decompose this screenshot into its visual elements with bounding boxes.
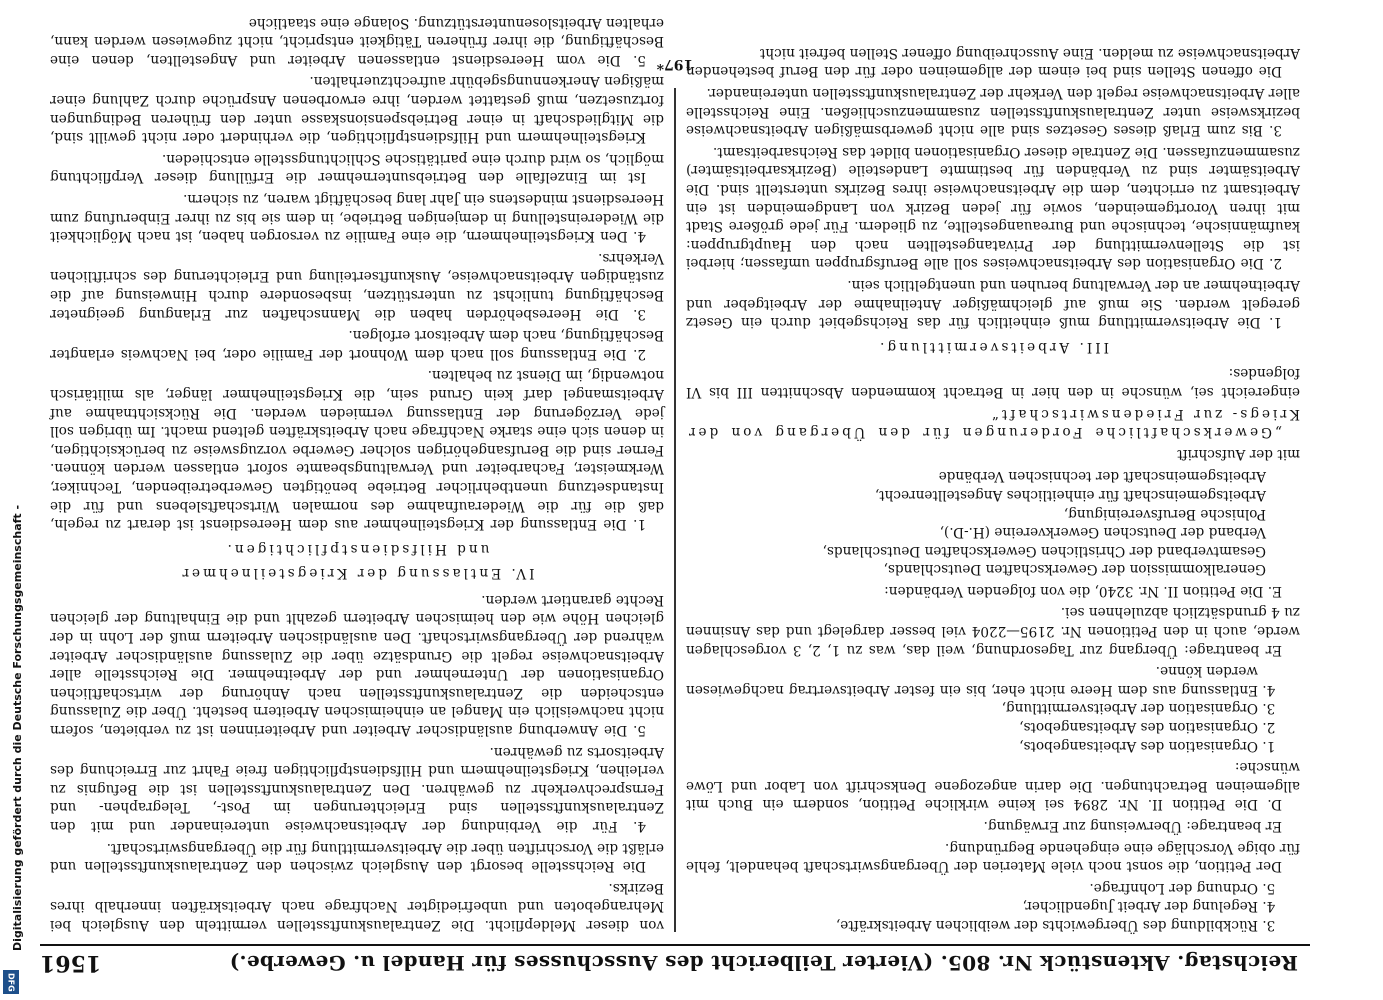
paragraph: 1. Die Entlassung der Kriegsteilnehmer aus dem Heeresdienst ist derart zu regeln, daß die für die Wiederaufnahme des normalen Wirtschaftslebens und für die Instandsetzung unentbehrlicher Betriebe benötigten Gewerbetreibenden, Techniker, Werkmeister, Facharbeiter und Verwaltungsbeamte sofort entlassen werden können. Ferner sind die Berufsangehörigen solcher Gewerbe vorzugsweise zu berücksichtigen, in denen sich eine starke Nachfrage nach Arbeitskräften geltend macht. Im übrigen soll jede Verzögerung der Entlassung vermieden werden. Die Rücksichtnahme auf Arbeitsmangel darf kein Grund sein, die Kriegsteilnehmer länger, als militärisch notwendig, im Dienst zu behalten. xyxy=(50,367,664,533)
paragraph: Die Reichsstelle besorgt den Ausgleich zwischen den Zentralauskunftsstellen und erläßt die Vorschriften über die Arbeitsvermittlung für die Übergangswirtschaft. xyxy=(50,839,664,875)
list-item: Verband der Deutschen Gewerkvereine (H.-D.), xyxy=(939,524,1266,541)
column-right xyxy=(40,14,674,940)
list-item: 3. Organisation der Arbeitsvermittlung, xyxy=(686,699,1258,718)
list-item: Arbeitsgemeinschaft der technischen Verbände xyxy=(938,468,1266,485)
dfg-logo-icon: DFG xyxy=(3,970,19,994)
paragraph: 1. Die Arbeitsvermittlung muß einheitlich für das Reichsgebiet durch ein Gesetz geregelt werden. Sie muß auf gleichmäßiger Anteilnahme der Arbeitgeber und Arbeitnehmer an der Verwaltung beruhen und unentgeltlich sein. xyxy=(686,277,1300,331)
document-page xyxy=(40,14,1310,980)
paragraph: 2. Die Organisation des Arbeitsnachweises soll alle Berufsgruppen umfassen; hierbei ist die Stellenvermittlung der Privatangestellten nach den Hauptgruppen: kaufmännische, technische und Bureauangestellte, zu gliedern. Für jede größere Stadt mit ihren Vorortgemeinden, sowie für jeden Bezirk von Landgemeinden ist ein Arbeitsamt zu errichten, dem die Arbeitsnachweise ihres Bezirks unterstellt sind. Die Arbeitsämter sind zu Verbänden für bestimmte Landesteile (Bezirksarbeitsämter) zusammenzufassen. Die Zentrale dieser Organisationen bildet das Reichsarbeitsamt. xyxy=(686,143,1300,272)
list-item: Generalkommission der Gewerkschaften Deutschlands, xyxy=(883,561,1266,578)
digitization-credit xyxy=(0,0,22,1000)
running-header xyxy=(40,944,1310,980)
column-divider xyxy=(674,88,676,932)
list-item: 1. Organisation des Arbeitsangebots, xyxy=(686,736,1258,755)
paragraph: 3. Bis zum Erlaß dieses Gesetzes sind alle nicht gewerbsmäßigen Arbeitsnachweise bezirksweise unter Zentralauskunftsstellen zusammenzuschließen. Eine Reichsstelle aller Arbeitsnachweise regelt den Verkehr der Zentralauskunftsstellen untereinander. xyxy=(686,85,1300,139)
paragraph: Kriegsteilnehmern und Hilfsdienstpflichtigen, die verhindert oder nicht gewillt sind, die Mitgliedschaft in einer Betriebspensionskasse unter den früheren Bedingungen fortzusetzen, muß gestattet werden, ihre erworbenen Ansprüche durch Zahlung einer mäßigen Anerkennungsgebühr aufrechtzuerhalten. xyxy=(50,73,664,146)
paragraph: D. Die Petition II. Nr. 2894 sei keine wirkliche Petition, sondern ein Buch mit allgemeinen Betrachtungen. Die darin angezogene Denkschrift von Labor und Löwe wünsche: xyxy=(686,759,1300,813)
paragraph: Er beantrage: Überweisung zur Erwägung. xyxy=(983,818,1282,835)
list-demands xyxy=(686,878,1300,934)
paragraph: 4. Für die Verbindung der Arbeitsnachweise untereinander und mit den Zentralauskunftsstellen sind Erleichterungen im Post-, Telegraphen- und Fernsprechverkehr zu gewähren. Den Zentralauskunftsstellen ist die Befugnis zu verleihen, Kriegsteilnehmern und Hilfsdienstpflichtigen freie Fahrt zur Erreichung des Arbeitsorts zu gewähren. xyxy=(50,743,664,835)
paragraph: Der Petition, die sonst noch viele Materien der Übergangswirtschaft behandelt, fehle für obige Vorschläge eine eingehende Begründung. xyxy=(686,839,1300,875)
paragraph: 4. Den Kriegsteilnehmern, die eine Familie zu versorgen haben, ist nach Möglichkeit die Wiedereinstellung in demjenigen Betriebe, in dem sie bis zu ihrer Einberufung zum Heeresdienst mindestens ein Jahr lang beschäftigt waren, zu sichern. xyxy=(50,191,664,245)
organization-list xyxy=(686,467,1300,579)
list-item: 3. Rückbildung des Übergewichts der weiblichen Arbeitskräfte, xyxy=(686,915,1258,934)
credit-text: Digitalisierung gefördert durch die Deutsche Forschungsgemeinschaft - xyxy=(11,504,24,951)
paragraph: Ist im Einzelfalle den Betriebsunternehmer die Erfüllung dieser Verpflichtung möglich, so wird durch eine paritätische Schlichtungsstelle entschieden. xyxy=(50,150,664,186)
list-item: Arbeitsgemeinschaft für einheitliches Angestelltenrecht, xyxy=(874,486,1266,503)
list-denkschrift xyxy=(686,662,1300,755)
paragraph: Er beantrage: Übergang zur Tagesordnung, weil das, was zu 1, 2, 3 vorgeschlagen werde, auch in den Petitionen Nr. 2195—2204 viel besser dargelegt und das Ansinnen zu 4 grundsätzlich abzulehnen sei. xyxy=(686,604,1300,658)
list-item: Polnische Berufsvereinigung, xyxy=(1063,505,1266,522)
signature-mark: 197* xyxy=(656,56,694,72)
header-title: Reichstag. Aktenstück Nr. 805. (Vierter Teilbericht des Ausschusses für Handel u. Gewerbe.) xyxy=(229,951,1298,975)
paragraph: 2. Die Entlassung soll nach dem Wohnort der Familie oder, bei Nachweis erlangter Beschäftigung, nach dem Arbeitsort erfolgen. xyxy=(50,327,664,362)
list-item: 4. Regelung der Arbeit Jugendlicher, xyxy=(686,897,1258,916)
paragraph: 3. Die Heeresbehörden haben die Mannschaften zur Erlangung geeigneter Beschäftigung tunlichst zu unterstützen, insbesondere durch Hinweisung auf die zuständigen Arbeitsnachweise, Auskunftserteilung und Erleichterung des schriftlichen Verkehrs. xyxy=(50,249,664,322)
column-left xyxy=(676,44,1310,940)
paragraph: Die offenen Stellen sind bei einem der allgemeinen oder für den Beruf bestehenden Arbeitsnachweise zu melden. Eine Ausschreibung offener Stellen befreit nicht xyxy=(686,44,1300,80)
header-page-number: 1561 xyxy=(40,950,102,976)
section-heading-iv-cont: und Hilfsdienstpflichtigen. xyxy=(224,540,490,557)
paragraph: 5. Die vom Heeresdienst entlassenen Arbeiter und Angestellten, denen eine Beschäftigung, die ihrer früheren Tätigkeit entspricht, nicht zugewiesen werden kann, erhalten Arbeitslosenunterstützung. Solange eine staatliche xyxy=(50,14,664,68)
paragraph: eingereicht sei, wünsche in den hier in Betracht kommenden Abschnitten III bis VI folgendes: xyxy=(686,365,1300,400)
paragraph: mit der Aufschrift xyxy=(1177,445,1300,462)
section-heading-iii: III. Arbeitsvermittlung. xyxy=(877,338,1109,355)
paragraph: E. Die Petition II. Nr. 3240, die von folgenden Verbänden: xyxy=(884,582,1282,599)
section-heading-iv: IV. Entlassung der Kriegsteilnehmer xyxy=(179,565,535,582)
paragraph: 5. Die Anwerbung ausländischer Arbeiter und Arbeiterinnen ist zu verbieten, sofern nicht nachweislich ein Mangel an einheimischen Arbeitern besteht. Über die Zulassung entscheiden die Zentralauskunftsstellen nach Anhörung der wirtschaftlichen Organisationen der Unternehmer und der Arbeitnehmer. Die Reichsstelle aller Arbeitsnachweise regelt die Grundsätze über die Zulassung ausländischer Arbeiter während der Übergangswirtschaft. Den ausländischen Arbeitern muß der Lohn in der gleichen Höhe wie den heimischen Arbeitern gezahlt und die Einhaltung der gleichen Rechte garantiert werden. xyxy=(50,591,664,739)
list-item: 5. Ordnung der Lohnfrage. xyxy=(686,878,1258,897)
petition-title: „Gewerkschaftliche Forderungen für den Übergang von der Kriegs- zur Friedenswirtschaft“ xyxy=(686,405,1300,441)
list-item: 4. Entlassung aus dem Heere nicht eher, bis ein fester Arbeitsvertrag nachgewiesen werden könne. xyxy=(686,662,1258,699)
list-item: Gesamtverband der Christlichen Gewerkschaften Deutschlands, xyxy=(822,542,1266,559)
paragraph: von dieser Meldepflicht. Die Zentralauskunftsstellen vermitteln den Ausgleich bei Mehrangeboten und unbefriedigter Nachfrage nach Arbeitskräften innerhalb ihres Bezirks. xyxy=(50,879,664,933)
list-item: 2. Organisation des Arbeitsangebots, xyxy=(686,717,1258,736)
